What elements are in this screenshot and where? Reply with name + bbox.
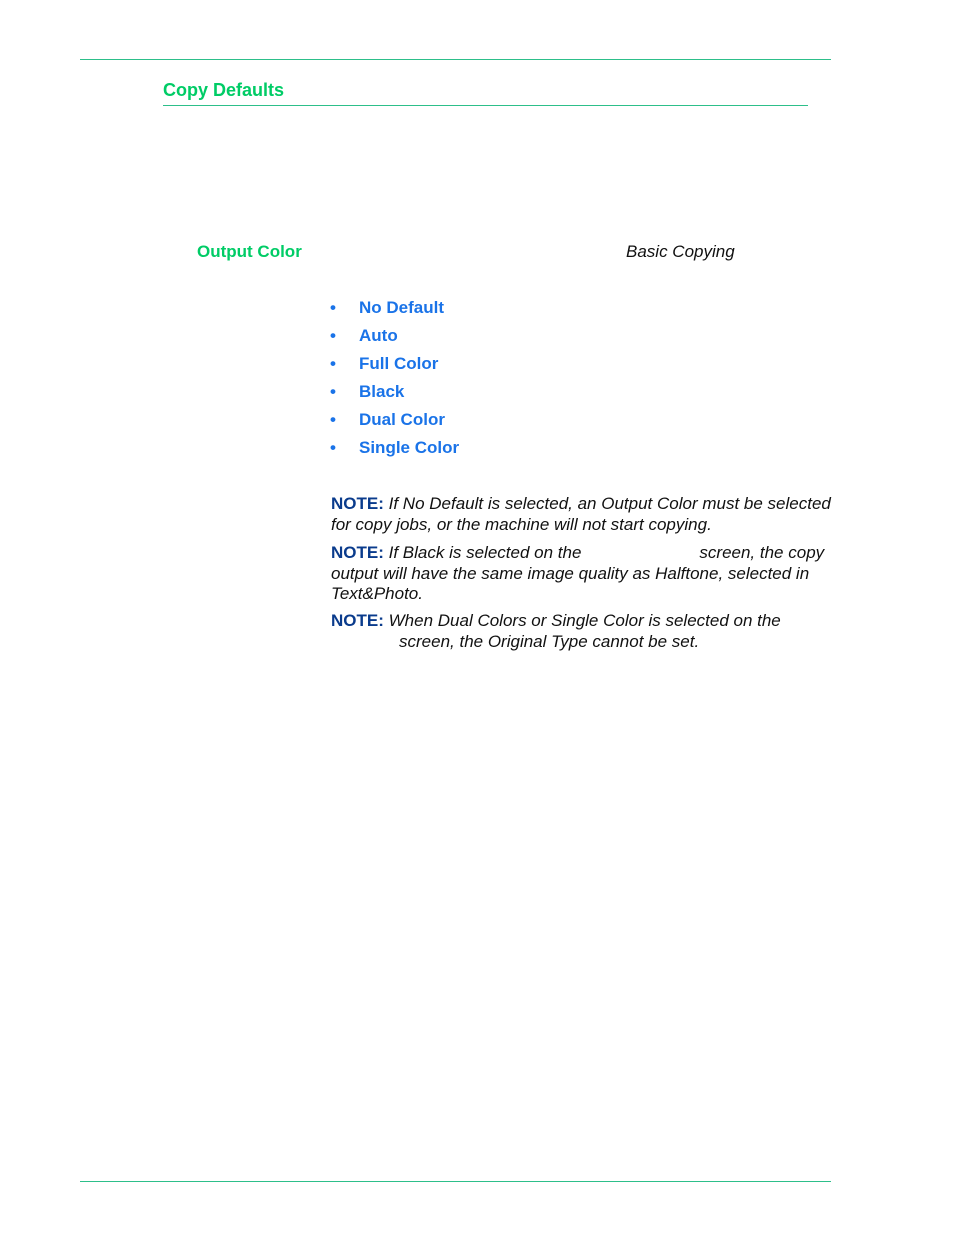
list-item bbox=[330, 353, 459, 381]
basic-copying-reference: Basic Copying bbox=[626, 242, 735, 261]
bullet-icon: • bbox=[330, 354, 336, 373]
output-color-option-list bbox=[330, 297, 459, 465]
list-item bbox=[330, 325, 459, 353]
note-text-after: screen, the copy output will have the same image quality as Halftone, selected in Text&Photo. bbox=[331, 543, 825, 603]
note-text-before: When Dual Colors or Single Color is selected on the bbox=[388, 611, 781, 630]
bullet-icon: • bbox=[330, 438, 336, 457]
bullet-icon: • bbox=[330, 410, 336, 429]
list-item bbox=[330, 297, 459, 325]
bullet-icon: • bbox=[330, 382, 336, 401]
list-item bbox=[330, 381, 459, 409]
note-label: NOTE: bbox=[331, 494, 384, 513]
option-single-color: Single Color bbox=[359, 438, 460, 457]
note-black bbox=[331, 543, 831, 605]
header-rule bbox=[80, 59, 831, 60]
bullet-icon: • bbox=[330, 326, 336, 345]
output-color-heading: Output Color bbox=[197, 242, 302, 261]
note-dual-single-color bbox=[331, 611, 831, 652]
note-no-default bbox=[331, 494, 831, 535]
note-label: NOTE: bbox=[331, 611, 384, 630]
note-text: If No Default is selected, an Output Color must be selected for copy jobs, or the machine will not start copying. bbox=[331, 494, 831, 534]
note-text-before: If Black is selected on the bbox=[388, 543, 582, 562]
bullet-icon: • bbox=[330, 298, 336, 317]
option-black: Black bbox=[359, 382, 405, 401]
section-title-rule bbox=[163, 105, 808, 106]
list-item bbox=[330, 437, 459, 465]
option-no-default: No Default bbox=[359, 298, 444, 317]
option-dual-color: Dual Color bbox=[359, 410, 445, 429]
footer-rule bbox=[80, 1181, 831, 1182]
section-title: Copy Defaults bbox=[163, 80, 285, 100]
note-text-after: screen, the Original Type cannot be set. bbox=[399, 631, 700, 651]
list-item bbox=[330, 409, 459, 437]
note-label: NOTE: bbox=[331, 543, 384, 562]
option-full-color: Full Color bbox=[359, 354, 439, 373]
option-auto: Auto bbox=[359, 326, 398, 345]
